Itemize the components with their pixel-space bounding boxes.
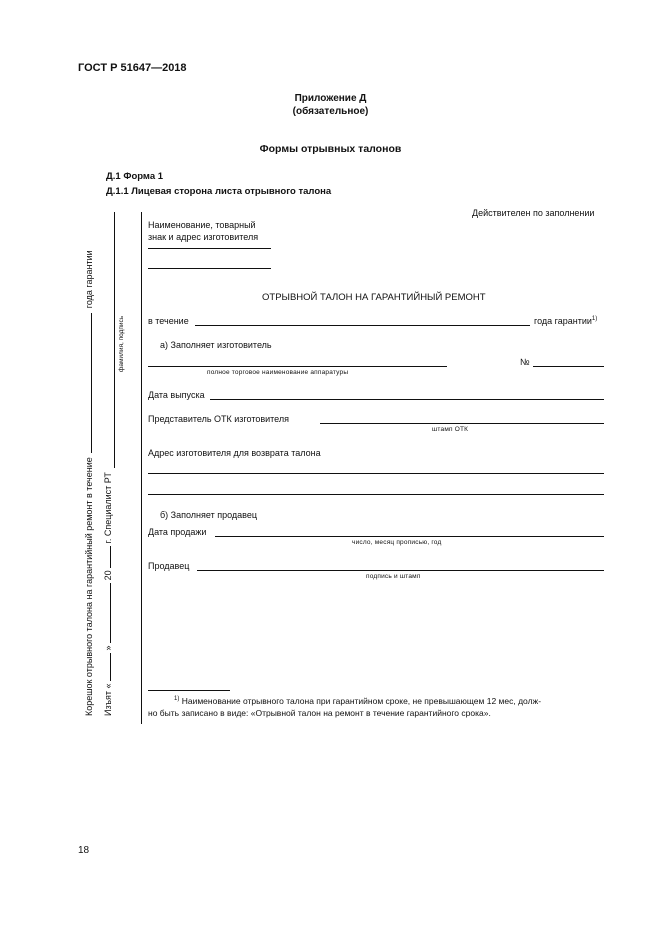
stub-specialist: г. Специалист РТ	[103, 472, 113, 544]
ticket-title: ОТРЫВНОЙ ТАЛОН НА ГАРАНТИЙНЫЙ РЕМОНТ	[262, 292, 486, 303]
device-caption: полное торговое наименование аппаратуры	[207, 369, 349, 376]
annex-subtitle: (обязательное)	[292, 106, 369, 117]
number-line	[533, 366, 604, 367]
release-date-line	[210, 399, 604, 400]
stub-quote-close: »	[103, 645, 113, 651]
manufacturer-label-1: Наименование, товарный	[148, 220, 256, 230]
footnote-text-1: Наименование отрывного талона при гарантийном сроке, не превышающем 12 мес, долж-	[181, 696, 542, 706]
section-d11: Д.1.1 Лицевая сторона листа отрывного талона	[106, 186, 332, 197]
stub-century: 20	[103, 570, 113, 581]
page-number: 18	[78, 845, 90, 856]
stub-day-blank	[110, 653, 111, 681]
section-b-label: б) Заполняет продавец	[160, 510, 257, 520]
footnote-line-1	[148, 696, 541, 706]
manufacturer-line-2	[148, 268, 271, 269]
seller-label: Продавец	[148, 561, 190, 571]
otk-stamp-caption: штамп ОТК	[432, 426, 469, 433]
stub-month-blank	[110, 583, 111, 643]
return-address-line-2	[148, 494, 604, 495]
number-sign: №	[520, 357, 530, 367]
stub-line1-end: года гарантии	[84, 250, 94, 309]
stub-line-2	[103, 472, 113, 716]
seller-caption: подпись и штамп	[366, 573, 421, 580]
section-d1: Д.1 Форма 1	[106, 171, 164, 182]
stub-signature-line	[114, 212, 115, 468]
section-a-label: а) Заполняет изготовитель	[160, 340, 272, 350]
return-address-label: Адрес изготовителя для возврата талона	[148, 448, 321, 458]
footnote-line-2: но быть записано в виде: «Отрывной талон на ремонт в течение гарантийного срока».	[148, 708, 491, 718]
document-standard-header: ГОСТ Р 51647—2018	[78, 62, 187, 74]
forms-title: Формы отрывных талонов	[259, 143, 402, 155]
annex-title: Приложение Д	[294, 93, 367, 104]
during-label: в течение	[148, 316, 189, 326]
device-line	[148, 366, 447, 367]
footnote-ref: 1)	[591, 316, 598, 322]
valid-until-text: Действителен по заполнении	[472, 208, 595, 218]
stub-signature-caption: фамилия, подпись	[118, 315, 125, 372]
warranty-years-text: года гарантии	[534, 316, 592, 326]
release-date-label: Дата выпуска	[148, 390, 205, 400]
footnote	[148, 696, 541, 718]
warranty-years-label	[534, 316, 597, 326]
otk-rep-label: Представитель ОТК изготовителя	[148, 414, 290, 424]
sale-date-line	[215, 536, 604, 537]
during-line	[195, 325, 530, 326]
return-address-line-1	[148, 473, 604, 474]
stub-line1-text: Корешок отрывного талона на гарантийный ремонт в течение	[84, 457, 94, 716]
annex-heading	[0, 92, 661, 118]
tear-line	[141, 212, 142, 724]
manufacturer-line-1	[148, 248, 271, 249]
stub-line-1	[84, 250, 94, 716]
sale-date-label: Дата продажи	[148, 527, 207, 537]
stub-years-blank	[91, 313, 92, 453]
manufacturer-label-2: знак и адрес изготовителя	[148, 232, 259, 242]
footnote-separator	[148, 690, 230, 691]
stub-removed-prefix: Изъят «	[103, 683, 113, 716]
sale-date-caption: число, месяц прописью, год	[352, 539, 442, 546]
footnote-mark: 1)	[174, 696, 180, 703]
stub-year-blank	[110, 546, 111, 568]
seller-line	[197, 570, 604, 571]
otk-rep-line	[320, 423, 604, 424]
